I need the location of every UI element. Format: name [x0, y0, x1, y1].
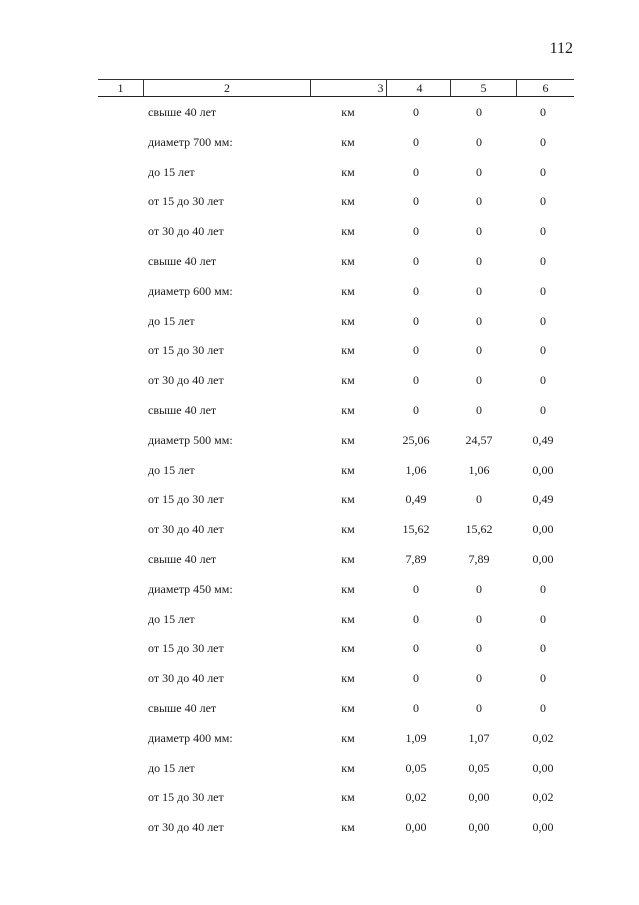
row-unit: км	[341, 432, 355, 447]
table-row	[98, 426, 574, 456]
row-value-col-4: 0	[413, 134, 419, 149]
row-value-col-4: 0,05	[405, 760, 427, 775]
row-value-col-5: 0,00	[468, 820, 490, 835]
row-name: от 15 до 30 лет	[148, 492, 224, 507]
row-value-col-4: 0,49	[405, 492, 427, 507]
table-row	[98, 456, 574, 486]
row-name: свыше 40 лет	[148, 700, 217, 715]
table-row	[98, 694, 574, 724]
row-value-col-6: 0	[540, 641, 546, 656]
row-value-col-4: 0	[413, 313, 419, 328]
row-value-col-6: 0,00	[532, 462, 554, 477]
table-row	[98, 664, 574, 694]
row-unit: км	[341, 611, 355, 626]
table-row	[98, 754, 574, 784]
row-name: свыше 40 лет	[148, 105, 217, 119]
header-col-2: 2	[143, 80, 310, 96]
header-col-5: 5	[450, 80, 516, 96]
row-name: от 15 до 30 лет	[148, 641, 224, 656]
row-value-col-6: 0,00	[532, 522, 554, 537]
row-value-col-5: 1,07	[468, 730, 490, 745]
row-name: от 15 до 30 лет	[148, 194, 224, 209]
row-value-col-5: 0	[476, 373, 482, 388]
row-name: до 15 лет	[148, 611, 195, 626]
table-row	[98, 277, 574, 307]
row-unit: км	[341, 194, 355, 209]
table-row	[98, 307, 574, 337]
table-row	[98, 366, 574, 396]
row-name: до 15 лет	[148, 760, 195, 775]
table-row	[98, 724, 574, 754]
row-value-col-4: 0,00	[405, 820, 427, 835]
row-name: диаметр 600 мм:	[148, 283, 233, 298]
row-value-col-5: 0,00	[468, 790, 490, 805]
table-row	[98, 783, 574, 813]
row-value-col-4: 15,62	[402, 522, 430, 537]
row-value-col-4: 0	[413, 283, 419, 298]
table-row	[98, 545, 574, 575]
row-unit: км	[341, 790, 355, 805]
row-value-col-5: 0	[476, 671, 482, 686]
header-col-4: 4	[386, 80, 452, 96]
row-name: свыше 40 лет	[148, 551, 217, 566]
table-body	[98, 98, 574, 843]
row-value-col-5: 0	[476, 283, 482, 298]
row-value-col-6: 0	[540, 253, 546, 268]
row-value-col-6: 0,49	[532, 492, 554, 507]
row-name: от 30 до 40 лет	[148, 373, 224, 388]
table-row	[98, 634, 574, 664]
row-unit: км	[341, 581, 355, 596]
row-unit: км	[341, 402, 355, 417]
row-unit: км	[341, 105, 355, 119]
row-unit: км	[341, 522, 355, 537]
row-unit: км	[341, 462, 355, 477]
row-unit: км	[341, 164, 355, 179]
row-unit: км	[341, 551, 355, 566]
row-value-col-6: 0	[540, 224, 546, 239]
row-value-col-5: 15,62	[465, 522, 493, 537]
table-row	[98, 187, 574, 217]
row-name: свыше 40 лет	[148, 253, 217, 268]
table-row	[98, 605, 574, 635]
row-value-col-5: 0	[476, 164, 482, 179]
row-value-col-4: 0	[413, 581, 419, 596]
table-header	[98, 79, 574, 97]
row-value-col-4: 0	[413, 671, 419, 686]
row-unit: км	[341, 760, 355, 775]
row-value-col-4: 0	[413, 194, 419, 209]
row-unit: км	[341, 671, 355, 686]
table-row	[98, 813, 574, 843]
row-value-col-4: 0	[413, 343, 419, 358]
row-name: от 30 до 40 лет	[148, 820, 224, 835]
row-unit: км	[341, 253, 355, 268]
row-unit: км	[341, 730, 355, 745]
row-value-col-4: 0	[413, 105, 419, 119]
row-value-col-6: 0	[540, 134, 546, 149]
header-col-6: 6	[516, 80, 574, 96]
row-value-col-5: 1,06	[468, 462, 490, 477]
table-row	[98, 128, 574, 158]
row-value-col-6: 0,00	[532, 760, 554, 775]
row-name: до 15 лет	[148, 462, 195, 477]
row-value-col-4: 0	[413, 253, 419, 268]
row-value-col-5: 0	[476, 611, 482, 626]
row-value-col-4: 0	[413, 402, 419, 417]
row-value-col-6: 0	[540, 164, 546, 179]
row-value-col-4: 0	[413, 373, 419, 388]
row-value-col-5: 0	[476, 253, 482, 268]
row-value-col-6: 0,00	[532, 820, 554, 835]
row-name: диаметр 700 мм:	[148, 134, 233, 149]
row-unit: км	[341, 224, 355, 239]
row-value-col-5: 0	[476, 313, 482, 328]
row-value-col-5: 0	[476, 194, 482, 209]
row-value-col-5: 0	[476, 105, 482, 119]
row-value-col-5: 0	[476, 343, 482, 358]
table-row	[98, 396, 574, 426]
row-value-col-6: 0	[540, 581, 546, 596]
row-value-col-4: 0	[413, 164, 419, 179]
row-value-col-5: 0	[476, 224, 482, 239]
row-value-col-6: 0	[540, 402, 546, 417]
row-value-col-5: 0	[476, 134, 482, 149]
row-value-col-6: 0	[540, 671, 546, 686]
row-name: от 30 до 40 лет	[148, 224, 224, 239]
row-value-col-6: 0	[540, 343, 546, 358]
row-value-col-4: 1,09	[405, 730, 427, 745]
row-value-col-5: 0	[476, 700, 482, 715]
row-name: свыше 40 лет	[148, 402, 217, 417]
row-value-col-6: 0	[540, 313, 546, 328]
row-unit: км	[341, 134, 355, 149]
table-row	[98, 515, 574, 545]
row-value-col-5: 0	[476, 492, 482, 507]
table-row	[98, 336, 574, 366]
row-value-col-5: 0	[476, 581, 482, 596]
row-name: от 15 до 30 лет	[148, 343, 224, 358]
row-value-col-6: 0	[540, 194, 546, 209]
row-value-col-6: 0,02	[532, 790, 554, 805]
row-value-col-4: 1,06	[405, 462, 427, 477]
row-unit: км	[341, 641, 355, 656]
row-unit: км	[341, 492, 355, 507]
row-value-col-5: 7,89	[468, 551, 490, 566]
row-value-col-6: 0	[540, 700, 546, 715]
table-row	[98, 485, 574, 515]
row-value-col-4: 0	[413, 224, 419, 239]
row-unit: км	[341, 283, 355, 298]
row-value-col-4: 0	[413, 611, 419, 626]
row-unit: км	[341, 373, 355, 388]
table-row	[98, 217, 574, 247]
row-value-col-4: 0,02	[405, 790, 427, 805]
row-value-col-4: 25,06	[402, 432, 430, 447]
row-value-col-4: 0	[413, 700, 419, 715]
row-value-col-6: 0,49	[532, 432, 554, 447]
table-row	[98, 247, 574, 277]
page-number: 112	[549, 40, 573, 57]
row-name: от 15 до 30 лет	[148, 790, 224, 805]
row-value-col-6: 0	[540, 611, 546, 626]
row-unit: км	[341, 313, 355, 328]
row-value-col-5: 0	[476, 641, 482, 656]
row-value-col-6: 0	[540, 283, 546, 298]
row-value-col-6: 0	[540, 373, 546, 388]
row-name: диаметр 450 мм:	[148, 581, 233, 596]
row-name: до 15 лет	[148, 313, 195, 328]
table-row	[98, 158, 574, 188]
row-value-col-4: 0	[413, 641, 419, 656]
row-value-col-4: 7,89	[405, 551, 427, 566]
row-value-col-6: 0,02	[532, 730, 554, 745]
table-row	[98, 575, 574, 605]
row-name: от 30 до 40 лет	[148, 671, 224, 686]
row-value-col-5: 24,57	[465, 432, 493, 447]
header-col-1: 1	[117, 81, 124, 95]
row-value-col-5: 0,05	[468, 760, 490, 775]
row-unit: км	[341, 700, 355, 715]
row-name: до 15 лет	[148, 164, 195, 179]
header-col-3: 3	[310, 80, 450, 96]
row-name: от 30 до 40 лет	[148, 522, 224, 537]
table-row	[98, 98, 574, 128]
row-name: диаметр 400 мм:	[148, 730, 233, 745]
row-unit: км	[341, 343, 355, 358]
row-name: диаметр 500 мм:	[148, 432, 233, 447]
row-value-col-6: 0	[540, 105, 546, 119]
row-value-col-6: 0,00	[532, 551, 554, 566]
row-unit: км	[341, 820, 355, 835]
row-value-col-5: 0	[476, 402, 482, 417]
